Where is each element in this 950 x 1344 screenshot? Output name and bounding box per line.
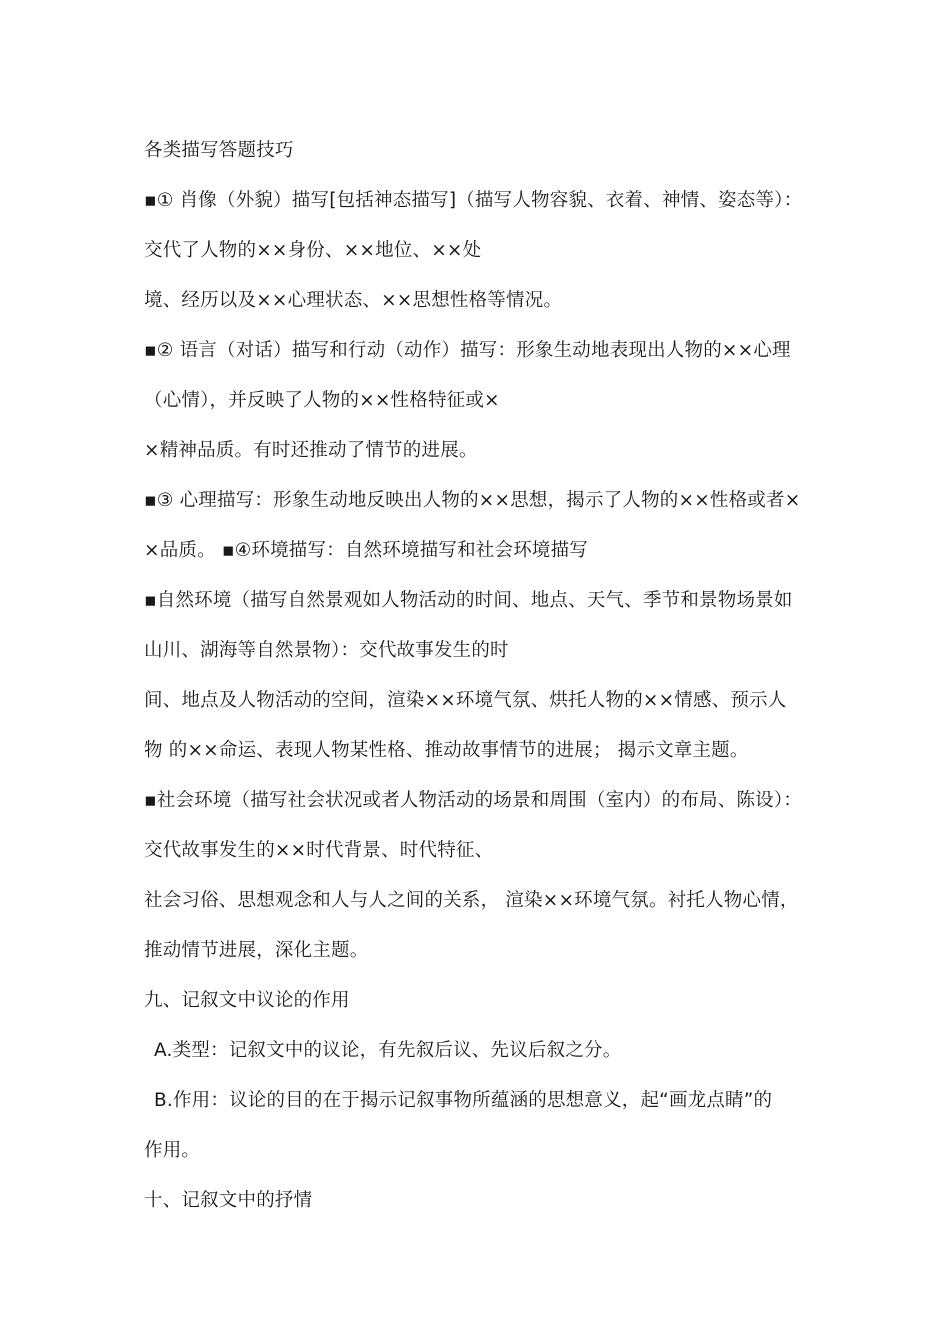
paragraph-line: 推动情节进展，深化主题。 xyxy=(144,940,369,961)
paragraph-line: ×品质。 ▪④环境描写：自然环境描写和社会环境描写 xyxy=(144,540,589,561)
paragraph-line: 山川、湖海等自然景物）：交代故事发生的时 xyxy=(144,640,509,661)
paragraph-line: ▪② 语言（对话）描写和行动（动作）描写：形象生动地表现出人物的××心理 xyxy=(144,340,791,361)
paragraph-line: 物 的××命运、表现人物某性格、推动故事情节的进展； 揭示文章主题。 xyxy=(144,740,749,761)
paragraph-line: 间、地点及人物活动的空间，渲染××环境气氛、烘托人物的××情感、预示人 xyxy=(144,690,787,711)
paragraph-line: 交代故事发生的××时代背景、时代特征、 xyxy=(144,840,494,861)
paragraph-line: B.作用：议论的目的在于揭示记叙事物所蕴涵的思想意义，起“画龙点睛”的 xyxy=(154,1090,773,1111)
section-heading: 九、记叙文中议论的作用 xyxy=(144,990,350,1011)
paragraph-line: ▪③ 心理描写：形象生动地反映出人物的××思想，揭示了人物的××性格或者× xyxy=(144,490,801,511)
paragraph-line: ×精神品质。有时还推动了情节的进展。 xyxy=(144,440,478,461)
paragraph-line: A.类型：记叙文中的议论，有先叙后议、先议后叙之分。 xyxy=(154,1040,622,1061)
paragraph-line: ▪社会环境（描写社会状况或者人物活动的场景和周围（室内）的布局、陈设）： xyxy=(144,790,802,811)
paragraph-line: 境、经历以及××心理状态、××思想性格等情况。 xyxy=(144,290,563,311)
paragraph-line: 社会习俗、思想观念和人与人之间的关系， 渲染××环境气氛。衬托人物心情， xyxy=(144,890,799,911)
paragraph-line: （心情），并反映了人物的××性格特征或× xyxy=(144,390,500,411)
paragraph-line: 交代了人物的××身份、××地位、××处 xyxy=(144,240,482,261)
paragraph-line: 作用。 xyxy=(144,1140,201,1161)
paragraph-line: ▪① 肖像（外貌）描写[包括神态描写]（描写人物容貌、衣着、神情、姿态等）： xyxy=(144,190,803,211)
section-heading: 十、记叙文中的抒情 xyxy=(144,1190,313,1211)
paragraph-line: ▪自然环境（描写自然景观如人物活动的时间、地点、天气、季节和景物场景如 xyxy=(144,590,793,611)
section-heading: 各类描写答题技巧 xyxy=(144,140,294,161)
